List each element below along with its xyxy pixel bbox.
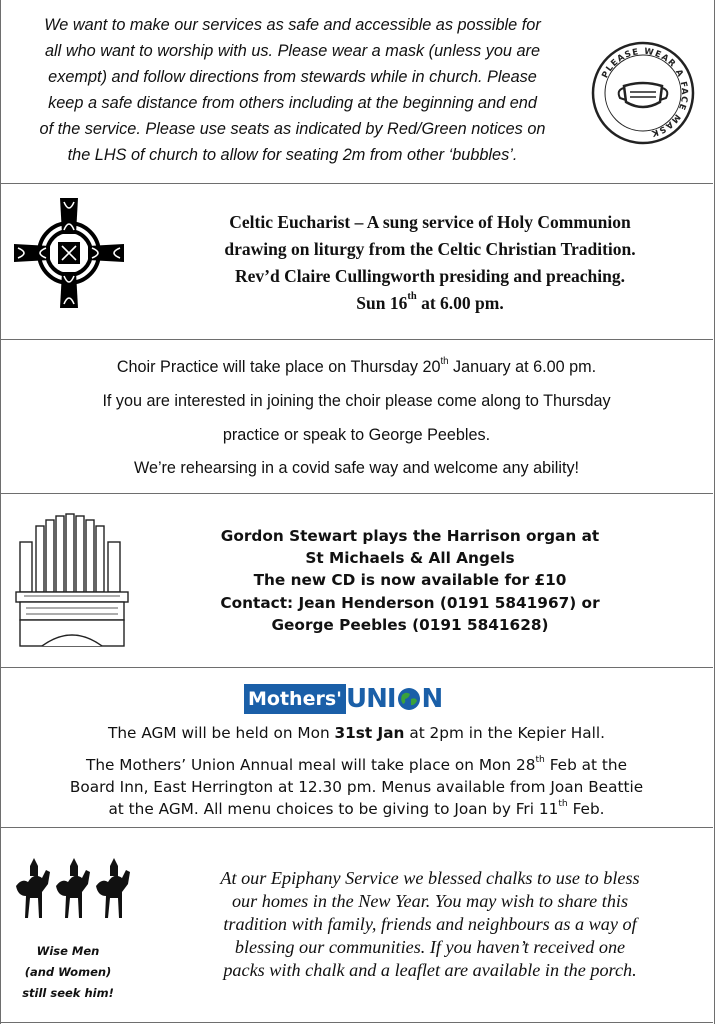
time-text: at 6.00 pm. xyxy=(416,293,504,313)
logo-union-text: UNI N xyxy=(345,684,443,714)
celtic-cross-icon xyxy=(10,194,128,312)
eucharist-title: Celtic Eucharist – A sung service of Holy Communion xyxy=(229,212,631,232)
safety-line: of the service. Please use seats as indicated by Red/Green notices on xyxy=(39,120,546,138)
organ-icon xyxy=(12,512,132,652)
epiphany-notice xyxy=(0,827,713,1023)
organ-contact: George Peebles (0191 5841628) xyxy=(271,616,549,634)
organ-cd-notice xyxy=(0,493,713,667)
safety-line: keep a safe distance from others including at the beginning and end xyxy=(48,94,537,112)
choir-text: Choir Practice will take place on Thursday 20 xyxy=(116,358,441,376)
choir-line: practice or speak to George Peebles. xyxy=(222,426,491,444)
meal-text: The Mothers’ Union Annual meal will take place on Mon 28 xyxy=(85,756,536,774)
safety-line: all who want to worship with us. Please wear a mask (unless you are xyxy=(45,42,540,60)
meal-line xyxy=(0,800,713,818)
badge-text: PLEASE WEAR A FACE MASK xyxy=(600,46,690,139)
choir-line: We’re rehearsing in a covid safe way and welcome any ability! xyxy=(133,459,580,477)
choir-line xyxy=(0,358,713,377)
agm-date: 31st Jan xyxy=(334,724,405,742)
eucharist-line: Rev’d Claire Cullingworth presiding and preaching. xyxy=(235,266,625,286)
eucharist-line: drawing on liturgy from the Celtic Christian Tradition. xyxy=(224,239,636,259)
date-suffix: th xyxy=(440,356,449,367)
mothers-union-logo xyxy=(244,683,442,715)
epiphany-line: At our Epiphany Service we blessed chalks to use to bless xyxy=(220,868,640,888)
date-text: Sun 16 xyxy=(356,293,408,313)
globe-o-icon xyxy=(397,687,421,711)
agm-line xyxy=(0,724,713,742)
meal-line: Board Inn, East Herrington at 12.30 pm. Menus available from Joan Beattie xyxy=(69,778,644,796)
safety-line: We want to make our services as safe and accessible as possible for xyxy=(44,16,541,34)
wise-men-caption: (and Women) xyxy=(24,965,112,979)
face-mask-badge-icon xyxy=(590,40,696,146)
wise-men-caption: Wise Men xyxy=(36,944,100,958)
logo-mothers: Mothers' xyxy=(244,684,346,714)
safety-line: exempt) and follow directions from stewards while in church. Please xyxy=(48,68,537,86)
agm-text: The AGM will be held on Mon xyxy=(108,724,335,742)
meal-text: at the AGM. All menu choices to be giving to Joan by Fri 11 xyxy=(108,800,559,818)
eucharist-notice xyxy=(0,183,713,339)
organ-contact: Contact: Jean Henderson (0191 5841967) or xyxy=(220,594,600,612)
eucharist-date xyxy=(140,293,715,314)
organ-church: St Michaels & All Angels xyxy=(305,549,515,567)
meal-line xyxy=(0,756,713,774)
wise-men-camels-icon xyxy=(12,848,136,928)
choir-text: January at 6.00 pm. xyxy=(448,358,597,376)
safety-line: the LHS of church to allow for seating 2m from other ‘bubbles’. xyxy=(67,146,518,164)
organ-cd-price: The new CD is now available for £10 xyxy=(253,571,567,589)
choir-line: If you are interested in joining the choir please come along to Thursday xyxy=(102,392,611,410)
epiphany-line: our homes in the New Year. You may wish to share this xyxy=(231,891,629,911)
meal-text: Feb. xyxy=(567,800,605,818)
wise-men-caption: still seek him! xyxy=(22,986,114,1000)
safety-notice xyxy=(0,0,713,183)
meal-text: Feb at the xyxy=(544,756,628,774)
epiphany-line: packs with chalk and a leaflet are available in the porch. xyxy=(223,960,637,980)
epiphany-line: tradition with family, friends and neighbours as a way of xyxy=(223,914,637,934)
logo-union xyxy=(346,684,442,714)
date-suffix: th xyxy=(535,754,545,765)
choir-notice xyxy=(0,339,713,493)
epiphany-line: blessing our communities. If you haven’t received one xyxy=(234,937,626,957)
date-suffix: th xyxy=(407,291,417,302)
agm-text: at 2pm in the Kepier Hall. xyxy=(404,724,605,742)
organ-title: Gordon Stewart plays the Harrison organ at xyxy=(220,527,600,545)
date-suffix: th xyxy=(558,798,568,809)
